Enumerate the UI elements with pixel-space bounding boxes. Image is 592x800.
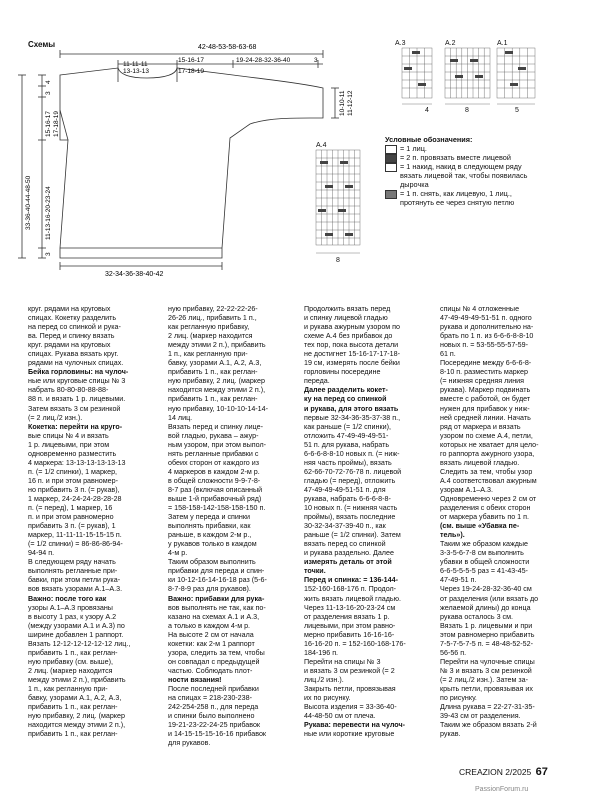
text-line: 6-6-5-5-5-5 раз = 41-43-45- bbox=[440, 567, 528, 576]
text-line: выше 1-й прибавочный ряд) bbox=[168, 494, 262, 503]
text-line: Таким образом выполнить bbox=[168, 558, 256, 567]
text-line: не достигнет 15-16-17-17-18- bbox=[304, 350, 401, 359]
text-line: от разделения (или вязать до bbox=[440, 594, 539, 603]
cuff-right-2-label: 11-12-12 bbox=[347, 90, 354, 116]
text-line: и 14-15-15-15-16-16 прибавок bbox=[168, 730, 267, 739]
text-line: и спинку лицевой гладью bbox=[304, 314, 388, 323]
text-column-3 bbox=[304, 305, 406, 739]
text-line: Закрыть петли, провязывая bbox=[304, 684, 396, 693]
text-line: для рукавов. bbox=[168, 739, 211, 748]
text-line: от маркера убавить по 1 п. bbox=[440, 513, 529, 522]
text-line: 1 п., как регланную при- bbox=[28, 684, 108, 693]
text-line: круг. рядами на круговых bbox=[28, 341, 111, 350]
text-line: 47-49-51 п. bbox=[440, 576, 477, 585]
text-line: на перед со спинкой и рука- bbox=[28, 323, 121, 332]
text-line: 152-160-168-176 п. Продол- bbox=[304, 585, 397, 594]
text-line: гладью (= перед), отложить bbox=[304, 476, 396, 485]
text-line: 94-94 п. bbox=[28, 549, 55, 558]
text-line: вов выполнять не так, как по- bbox=[168, 603, 266, 612]
cuff-right-1-label: 10-10-11 bbox=[339, 90, 346, 116]
text-line: схеме А.4 без прибавок до bbox=[304, 332, 393, 341]
text-line: 39-43 см от разделения. bbox=[440, 712, 521, 721]
text-line: узором по схеме А.4, петли, bbox=[440, 431, 533, 440]
text-line: набрать 80-80-80-88-88- bbox=[28, 386, 109, 395]
text-line: точки. bbox=[304, 567, 326, 576]
text-line: рукава и дополнительно на- bbox=[440, 323, 534, 332]
text-line: 4 маркеров в каждом 2-м р. bbox=[168, 467, 260, 476]
text-line: вязать лицевой гладью. bbox=[440, 458, 520, 467]
text-line: Таким же образом вязать 2-й bbox=[440, 721, 537, 730]
body-left-1-label: 15-16-17 bbox=[45, 110, 52, 137]
chart-a4-width: 8 bbox=[336, 257, 340, 264]
text-line: переда. bbox=[304, 377, 330, 386]
text-line: 19-21-23-22-24-25 прибавок bbox=[168, 721, 261, 730]
text-line: Далее разделить кокет- bbox=[304, 386, 388, 395]
legend-item-k2tog: = 2 п. провязать вместе лицевой bbox=[385, 153, 527, 162]
text-line: Затем вязать 3 см резинкой bbox=[28, 404, 121, 413]
text-line: ки 10-12-16-14-16-18 раз (5-6- bbox=[168, 576, 267, 585]
text-line: разделения с обеих сторон bbox=[440, 504, 531, 513]
text-line: ную прибавку, 2 лиц. (маркер bbox=[168, 377, 265, 386]
text-line: 3-3-5-6-7-8 см выполнить bbox=[440, 549, 524, 558]
text-line: 2 лиц. (маркер находится bbox=[168, 332, 253, 341]
body-outline bbox=[60, 68, 323, 258]
text-line: тех пор, пока высота детали bbox=[304, 341, 399, 350]
text-line: он совпадал с предыдущей bbox=[168, 657, 260, 666]
text-line: ности вязания! bbox=[168, 675, 222, 684]
text-line: рукава). Маркер подвинать bbox=[440, 386, 531, 395]
text-column-1 bbox=[28, 305, 130, 739]
neck-a1-label: 11-11-11 bbox=[123, 61, 148, 68]
chart-a2-width: 8 bbox=[465, 107, 469, 114]
text-line: у рукавов только в каждом bbox=[168, 540, 257, 549]
chart-a3-title: A.3 bbox=[395, 40, 406, 47]
text-line: = 158-158-142-158-158-150 п. bbox=[168, 504, 266, 513]
text-line: узора, следить за тем, чтобы bbox=[168, 648, 265, 657]
text-line: казано на схемах А.1 и А.3, bbox=[168, 612, 260, 621]
total-height-label: 33-36-40-44-48-50 bbox=[25, 175, 32, 230]
top-total-label: 42-48-53-58-63-68 bbox=[198, 44, 257, 51]
body-left-2-label: 17-18-19 bbox=[53, 110, 60, 137]
text-line: одновременно разместить bbox=[28, 449, 117, 458]
magazine-name: CREAZION 2/2025 bbox=[459, 767, 532, 777]
text-line: п. (= 1/2 спинки), 1 маркер, bbox=[28, 467, 118, 476]
text-line: лицевыми, при этом равно- bbox=[304, 621, 396, 630]
text-line: отложить 47-49-49-49-51- bbox=[304, 431, 389, 440]
text-line: ней средней линии. Начать bbox=[440, 413, 531, 422]
chart-a1-title: A.1 bbox=[497, 40, 508, 47]
text-line: тель»). bbox=[440, 531, 465, 540]
text-line: Таким же образом каждые bbox=[440, 540, 529, 549]
text-line: Через 19-24-28-32-36-40 см bbox=[440, 585, 532, 594]
text-line: (между узорами А.1 и А.3) по bbox=[28, 621, 125, 630]
text-line: спицах. Кокетку разделить bbox=[28, 314, 117, 323]
text-line: находится между этими 2 п.), bbox=[168, 386, 266, 395]
text-line: 4 маркера: 13-13-13-13-13-13 bbox=[28, 458, 126, 467]
text-line: ную прибавку, 2 лиц. (маркер bbox=[28, 712, 125, 721]
text-line: 1 р. лицевыми, при этом bbox=[28, 440, 110, 449]
text-line: 61 п. bbox=[440, 350, 456, 359]
text-line: прибавить 3 п. (= рукав), 1 bbox=[28, 522, 116, 531]
text-line: Перейти на чулочные спицы bbox=[440, 657, 535, 666]
text-line: Вязать перед и спинку лице- bbox=[168, 422, 263, 431]
legend-item-knit: = 1 лиц. bbox=[385, 144, 527, 153]
text-line: но прибавить 3 п. (= рукав), bbox=[28, 485, 120, 494]
text-line: 8-7 раз (включая описанный bbox=[168, 485, 263, 494]
text-line: вместе с работой, он будет bbox=[440, 395, 531, 404]
text-line: измерять деталь от этой bbox=[304, 558, 392, 567]
legend-item-yo: = 1 накид, накид в следующем ряду bbox=[385, 162, 527, 171]
text-line: 10 новых п. (= нижняя часть bbox=[304, 504, 398, 513]
text-line: ным узором, при этом выпол- bbox=[168, 440, 267, 449]
text-line: между этими 2 п.), прибавить bbox=[28, 675, 126, 684]
text-line: круг. рядами на круговых bbox=[28, 305, 111, 313]
neck-b2-label: 17-18-19 bbox=[178, 68, 205, 75]
text-line: ную прибавку, 10-10-10-14-14- bbox=[168, 404, 268, 413]
text-line: на спицах = 218-230-238- bbox=[168, 694, 252, 703]
text-line: 4-м р. bbox=[168, 549, 188, 558]
chart-a1 bbox=[497, 48, 535, 104]
text-line: вязать перед со спинкой bbox=[304, 540, 386, 549]
text-line: 14 лиц. bbox=[168, 413, 193, 422]
text-line: го раппорта ажурного узора, bbox=[440, 449, 535, 458]
text-line: 88 п. и вязать 1 р. лицевыми. bbox=[28, 395, 126, 404]
text-line: желаемой длины) до конца bbox=[440, 603, 531, 612]
text-line: 242-254-258 п., для переда bbox=[168, 703, 259, 712]
text-line: няя часть проймы), вязать bbox=[304, 458, 392, 467]
text-line: кокетки: как 2-м 1 раппорт bbox=[168, 639, 255, 648]
text-line: выполнять регланные при- bbox=[28, 567, 118, 576]
text-line: между этими 2 п.), прибавить bbox=[168, 341, 266, 350]
text-line: проймы), вязать последние bbox=[304, 513, 396, 522]
text-line: узоры А.1–А.3 провязаны bbox=[28, 603, 113, 612]
chart-a4 bbox=[316, 150, 360, 253]
text-line: 8-7-8-9 раз для рукавов). bbox=[168, 585, 251, 594]
four-left-label: 4 bbox=[45, 80, 52, 84]
text-line: нять регланные прибавки с bbox=[168, 449, 259, 458]
text-line: п. и при этом равномерно bbox=[28, 513, 114, 522]
text-line: ширине добавлен 1 раппорт. bbox=[28, 630, 124, 639]
text-line: вые спицы № 4 и вязать bbox=[28, 431, 109, 440]
text-line: Рукава: перевести на чулоч- bbox=[304, 721, 405, 730]
shoulder-label: 19-24-28-32-36-40 bbox=[236, 57, 291, 64]
text-line: узорам А.1–А.3. bbox=[440, 485, 493, 494]
chart-a1-width: 5 bbox=[515, 107, 519, 114]
text-line: раньше (= 1/2 спинки). Затем bbox=[304, 531, 401, 540]
text-line: прибавить 1 п., как реглан- bbox=[28, 648, 118, 657]
text-line: Кокетка: перейти на круго- bbox=[28, 422, 123, 431]
text-line: Перед и спинка: = 136-144- bbox=[304, 576, 398, 585]
text-line: А.4 соответствовал ажурным bbox=[440, 476, 537, 485]
text-line: рядами на чулочных спицах. bbox=[28, 359, 124, 368]
text-line: убавки в общей сложности bbox=[440, 558, 530, 567]
text-line: этом равномерно прибавить bbox=[440, 630, 535, 639]
text-line: ку на перед со спинкой bbox=[304, 395, 387, 404]
text-line: Одновременно через 2 см от bbox=[440, 494, 537, 503]
text-line: по рисунку. bbox=[440, 694, 477, 703]
text-line: 47-49-49-49-51-51 п. для bbox=[304, 485, 386, 494]
text-line: рукав. bbox=[440, 730, 461, 739]
text-column-4 bbox=[440, 305, 539, 739]
legend-item-skp: = 1 п. снять, как лицевую, 1 лиц., bbox=[385, 189, 527, 198]
text-line: 8-10 п. разместить маркер bbox=[440, 368, 528, 377]
lower-left-label: 11-13-16-20-23-24 bbox=[45, 186, 52, 240]
text-line: ные или короткие круговые bbox=[304, 730, 395, 739]
text-line: нужен для прибавок у ниж- bbox=[440, 404, 530, 413]
text-line: частью. Соблюдать плот- bbox=[168, 666, 253, 675]
chart-a3 bbox=[402, 48, 432, 104]
text-line: Следить за тем, чтобы узор bbox=[440, 467, 533, 476]
text-line: Вязать 1 р. лицевыми и при bbox=[440, 621, 533, 630]
text-line: а только в каждом 4-м р. bbox=[168, 621, 251, 630]
text-line: первые 32-34-36-35-37-38 п., bbox=[304, 413, 401, 422]
text-line: Важно: после того как bbox=[28, 594, 107, 603]
text-line: бавку, узорами А.1, А.2, А.3, bbox=[168, 359, 262, 368]
text-line: 7-5-7-5-7-5 п. = 48-48-52-52- bbox=[440, 639, 533, 648]
text-line: 44-48-50 см от плеча. bbox=[304, 712, 376, 721]
text-line: брать по 1 п. из 6-6-6-8-8-10 bbox=[440, 332, 534, 341]
text-line: рукава осталось 3 см. bbox=[440, 612, 513, 621]
text-line: жить вязать лицевой гладью. bbox=[304, 594, 401, 603]
text-line: 184-196 п. bbox=[304, 648, 339, 657]
text-line: 1 п., как регланную при- bbox=[168, 350, 248, 359]
legend: Условные обозначения: = 1 лиц. = 2 п. провязать вместе лицевой = 1 накид, накид в следующем ряду вязать лицевой так, чтобы появилась дырочка = 1 п. снять, как лицевую, 1 лиц., протянуть ее через снятую петлю bbox=[385, 135, 528, 207]
text-line: вой гладью, рукава – ажур- bbox=[168, 431, 259, 440]
text-line: прибавить 1 п., как реглан- bbox=[28, 703, 118, 712]
text-line: Важно: прибавки для рука- bbox=[168, 594, 265, 603]
text-line: и рукава ажурным узором по bbox=[304, 323, 401, 332]
text-line: ные или круговые спицы № 3 bbox=[28, 377, 126, 386]
neck-b1-label: 15-16-17 bbox=[178, 57, 205, 64]
page-number: 67 bbox=[535, 766, 548, 778]
text-line: прибавить 1 п., как реглан- bbox=[168, 395, 258, 404]
text-line: прибавить 1 п., как реглан- bbox=[168, 368, 258, 377]
text-line: ряд от маркера и вязать bbox=[440, 422, 521, 431]
text-line: 30-32-34-37-39-40 п., как bbox=[304, 522, 386, 531]
text-line: Продолжить вязать перед bbox=[304, 305, 391, 313]
text-line: их по рисунку. bbox=[304, 694, 351, 703]
text-line: 56-56 п. bbox=[440, 648, 467, 657]
text-line: 2 лиц. (маркер находится bbox=[28, 666, 113, 675]
text-line: от разделения вязать 1 р. bbox=[304, 612, 390, 621]
text-line: (= 2 лиц./2 изн.). bbox=[28, 413, 83, 422]
text-line: Бейка горловины: на чулоч- bbox=[28, 368, 129, 377]
text-line: как регланную прибавку, bbox=[168, 323, 250, 332]
text-line: бавки, при этом петли рука- bbox=[28, 576, 121, 585]
text-line: и спинки было выполнено bbox=[168, 712, 255, 721]
text-line: (= 2 лиц./2 изн.). Затем за- bbox=[440, 675, 528, 684]
text-line: как раньше (= 1/2 спинки), bbox=[304, 422, 391, 431]
chart-a4-title: A.4 bbox=[316, 142, 327, 149]
text-line: (= 1/2 спинки) = 86-86-86-94- bbox=[28, 540, 123, 549]
text-line: обеих сторон от каждого из bbox=[168, 458, 259, 467]
watermark: PassionForum.ru bbox=[475, 786, 529, 793]
text-line: 1 маркер, 24-24-24-28-28-28 bbox=[28, 494, 122, 503]
text-line: выполнять прибавки, как bbox=[168, 522, 251, 531]
text-line: 26-26 лиц., прибавить 1 п., bbox=[168, 314, 257, 323]
schema-title: Схемы bbox=[28, 40, 56, 49]
text-line: (= нижняя средняя линия bbox=[440, 377, 525, 386]
three-bottom-label: 3 bbox=[45, 252, 52, 256]
text-line: 51 п. для рукава, набрать bbox=[304, 440, 390, 449]
chart-a3-width: 4 bbox=[425, 107, 429, 114]
text-line: ва. Перед и спинку вязать bbox=[28, 332, 115, 341]
width-bottom-label: 32-34-36-38-40-42 bbox=[105, 271, 164, 278]
text-line: раньше, в каждом 2-м р., bbox=[168, 531, 252, 540]
text-line: и рукава раздельно. Далее bbox=[304, 549, 394, 558]
chart-a2 bbox=[445, 48, 490, 104]
text-line: В следующем ряду начать bbox=[28, 558, 116, 567]
text-line: Перейти на спицы № 3 bbox=[304, 657, 381, 666]
text-line: Длина рукава = 22-27-31-35- bbox=[440, 703, 535, 712]
page-footer bbox=[459, 766, 548, 778]
text-line: крыть петли, провязывая их bbox=[440, 684, 533, 693]
text-line: спицах. Рукава вязать круг. bbox=[28, 350, 119, 359]
text-line: 19 см, измерять после бейки bbox=[304, 359, 400, 368]
legend-title: Условные обозначения: bbox=[385, 135, 473, 144]
text-line: в общей сложности 9-9-7-8- bbox=[168, 476, 261, 485]
text-line: и рукава, для этого вязать bbox=[304, 404, 399, 413]
text-line: новых п. = 53-55-55-57-59- bbox=[440, 341, 528, 350]
text-line: (см. выше «Убавка пе- bbox=[440, 522, 520, 531]
text-line: лиц./2 изн.). bbox=[304, 675, 344, 684]
text-line: № 3 и вязать 3 см резинкой bbox=[440, 666, 532, 675]
text-line: 6-6-6-8-8-10 новых п. (= ниж- bbox=[304, 449, 400, 458]
three-left-label: 3 bbox=[45, 91, 52, 95]
text-line: 16 п. и при этом равномер- bbox=[28, 476, 118, 485]
text-line: ную прибавку (см. выше), bbox=[28, 657, 113, 666]
text-line: и вязать 3 см резинкой (= 2 bbox=[304, 666, 395, 675]
text-line: 47-49-49-49-51-51 п. одного bbox=[440, 314, 532, 323]
text-line: п. (= перед), 1 маркер, 16 bbox=[28, 504, 113, 513]
text-line: Затем у переда и спинки bbox=[168, 513, 250, 522]
text-line: На высоте 2 см от начала bbox=[168, 630, 254, 639]
text-line: мерно прибавить 16-16-16- bbox=[304, 630, 395, 639]
text-line: спицы № 4 отложенные bbox=[440, 305, 520, 313]
text-column-2 bbox=[168, 305, 268, 748]
neck-a2-label: 13-13-13 bbox=[123, 68, 150, 75]
text-line: в высоту 1 раз, к узору А.2 bbox=[28, 612, 117, 621]
text-line: вов вязать узорами А.1–А.3. bbox=[28, 585, 123, 594]
text-line: Посередине между 6-6-6-8- bbox=[440, 359, 532, 368]
text-line: которых не хватает для цело- bbox=[440, 440, 539, 449]
three-top-label: 3 bbox=[314, 57, 318, 64]
text-line: бавку, узорами А.1, А.2, А.3, bbox=[28, 694, 122, 703]
text-line: 62-66-70-72-76-78 п. лицевой bbox=[304, 467, 402, 476]
chart-a2-title: A.2 bbox=[445, 40, 456, 47]
text-line: ную прибавку, 22-22-22-26- bbox=[168, 305, 258, 313]
text-line: Высота изделия = 33-36-40- bbox=[304, 703, 397, 712]
text-line: Вязать 12-12-12-12-12-12 лиц., bbox=[28, 639, 131, 648]
text-line: После последней прибавки bbox=[168, 684, 259, 693]
text-line: Через 11-13-16-20-23-24 см bbox=[304, 603, 396, 612]
text-line: находится между этими 2 п.), bbox=[28, 721, 126, 730]
text-line: 16-16-20 п. = 152-160-168-176- bbox=[304, 639, 406, 648]
text-line: рукава, набрать 6-6-6-8-8- bbox=[304, 494, 391, 503]
text-line: прибавить 1 п., как реглан- bbox=[28, 730, 118, 739]
text-line: прибавки для переда и спин- bbox=[168, 567, 265, 576]
text-line: горловины посередине bbox=[304, 368, 381, 377]
text-line: маркер, 11-11-11-15-15-15 п. bbox=[28, 531, 122, 540]
